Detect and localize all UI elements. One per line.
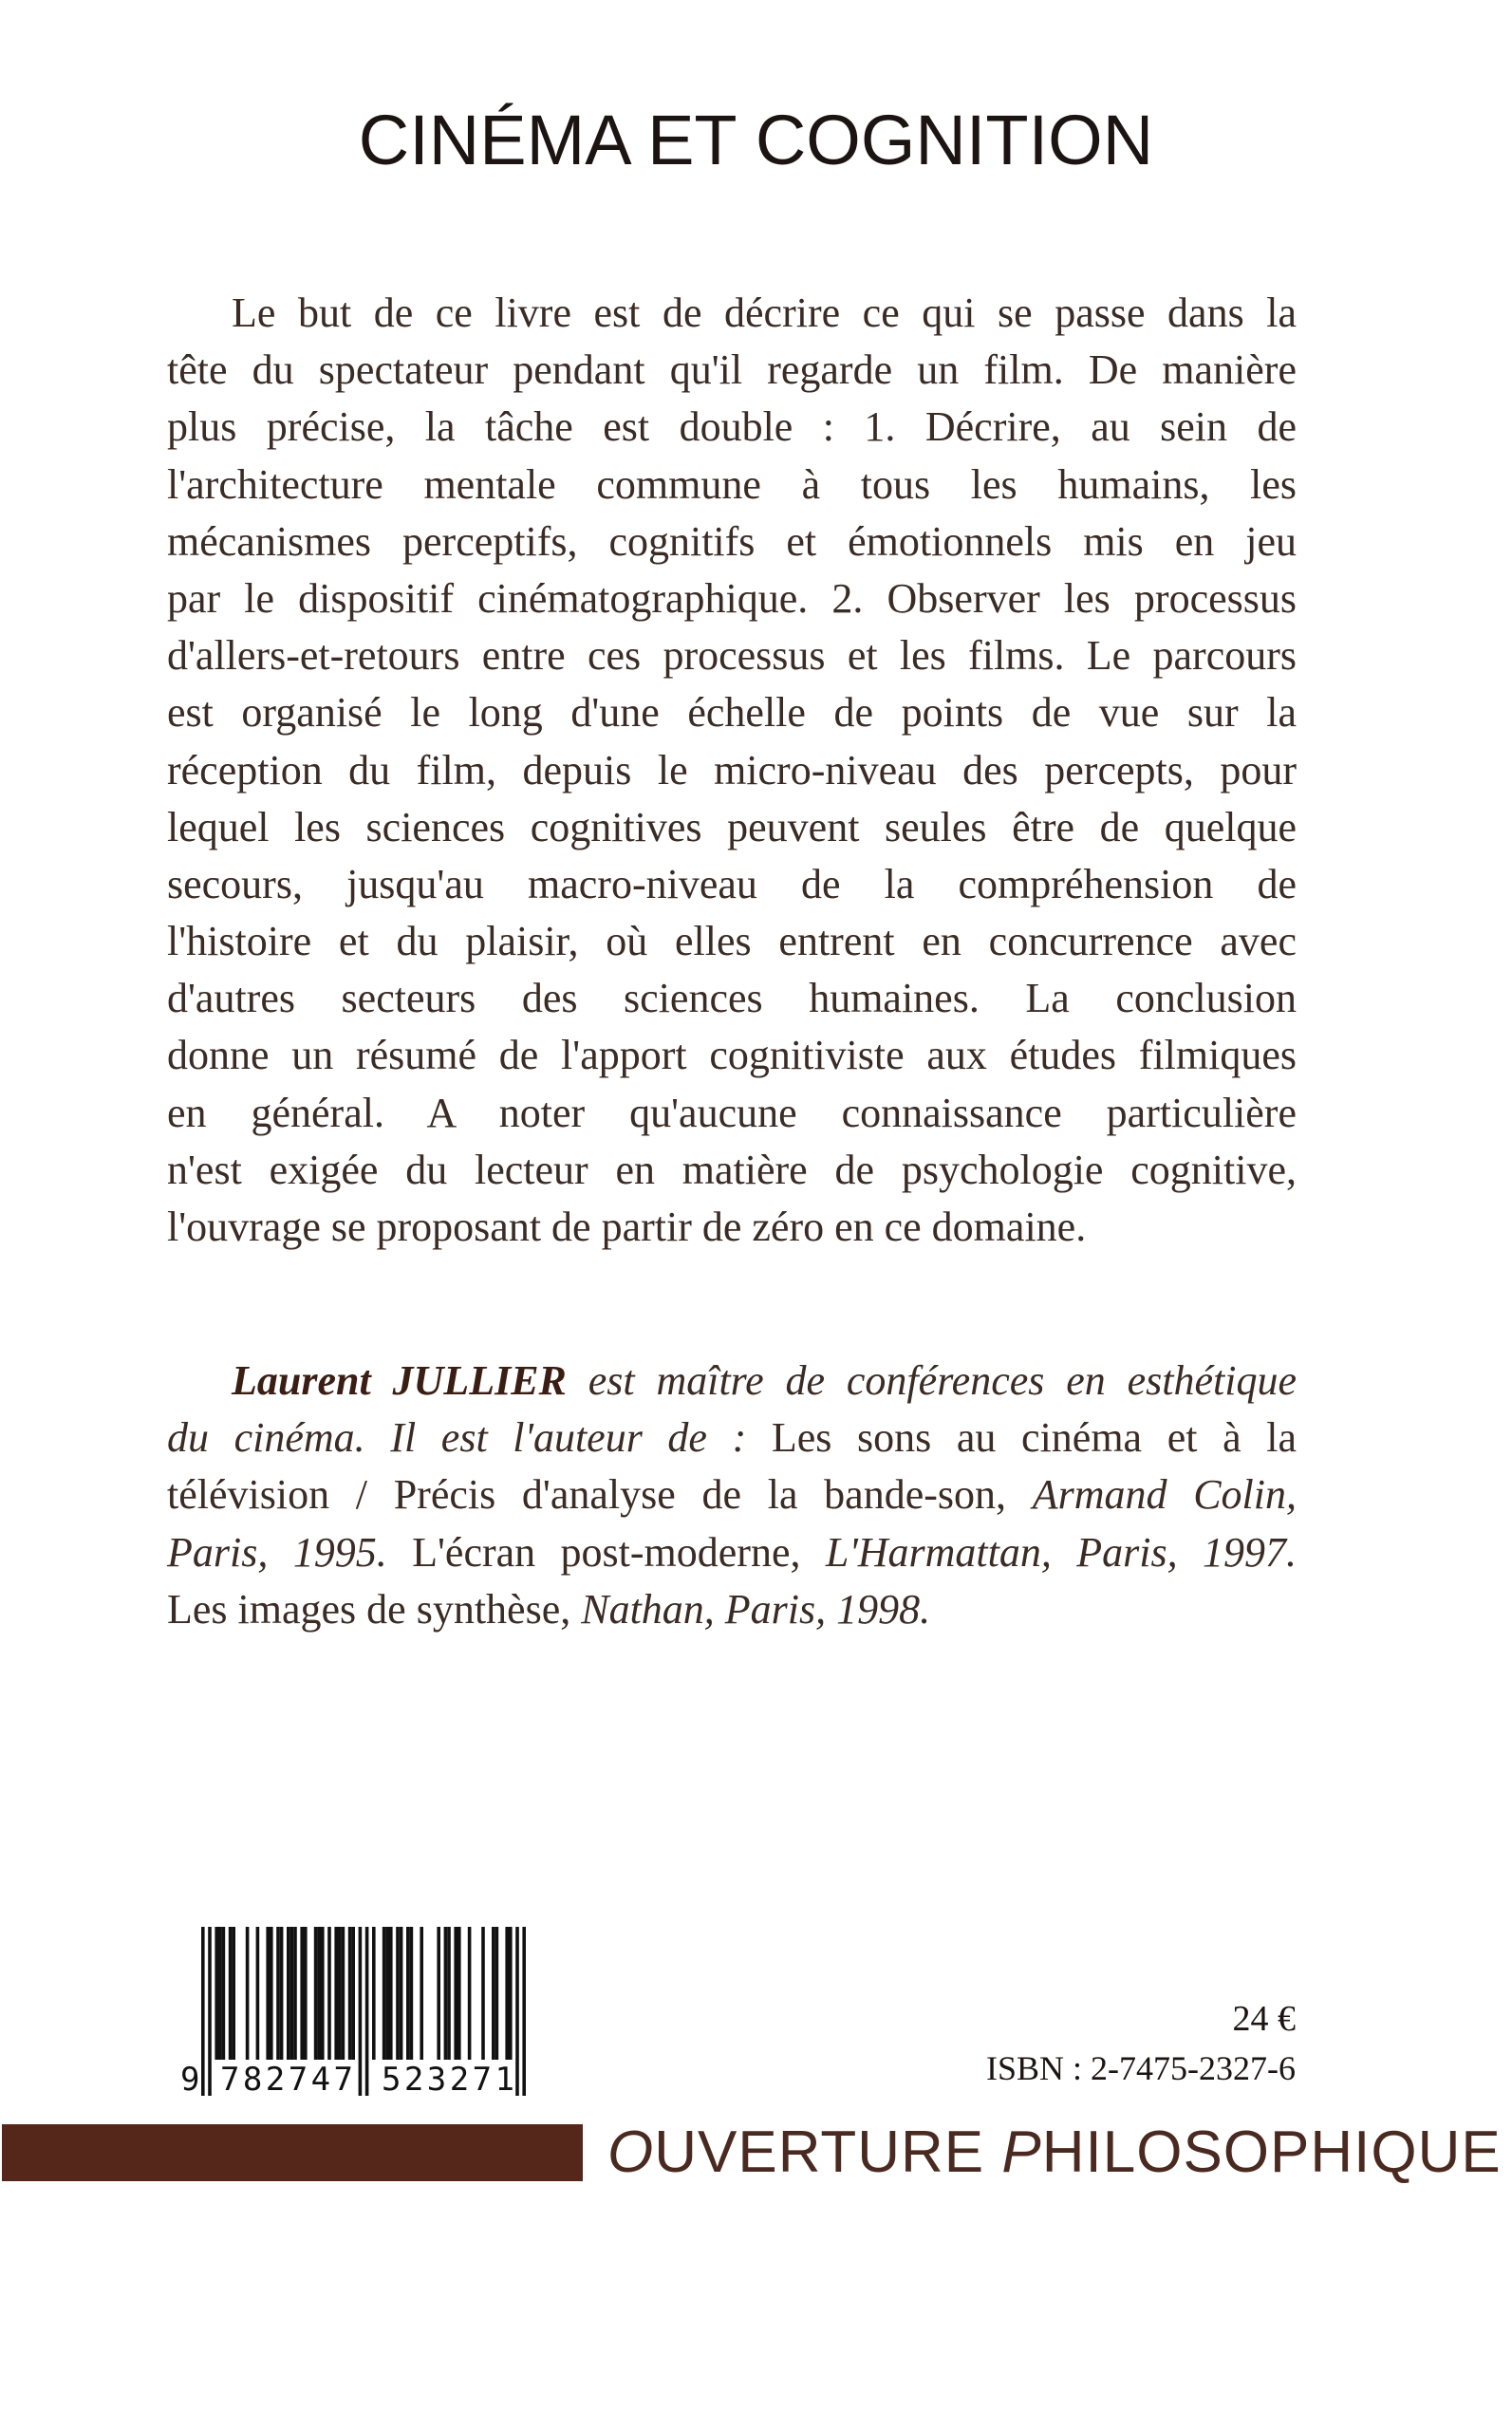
publisher: Armand Colin, [1032, 1471, 1297, 1519]
barcode-bar [396, 1927, 400, 2060]
series-name [607, 2119, 1502, 2186]
barcode-bar [293, 1927, 297, 2060]
barcode-bar [410, 1927, 414, 2060]
barcode-bar [290, 1927, 294, 2060]
isbn: ISBN : 2-7475-2327-6 [986, 2049, 1296, 2087]
summary-line: mécanismes perceptifs, cognitifs et émotionnels mis en jeu [167, 517, 1297, 565]
barcode-bar [314, 1927, 318, 2060]
publisher: Nathan, Paris, 1998. [581, 1585, 931, 1633]
barcode-bar [201, 1927, 205, 2096]
barcode-bar [208, 1927, 212, 2096]
bio-line [167, 1466, 1297, 1523]
barcode-bar [338, 1927, 342, 2060]
author-bio-paragraph [167, 1353, 1297, 1638]
bio-line [167, 1353, 1297, 1410]
barcode-bar [457, 1927, 461, 2060]
summary-line: l'ouvrage se proposant de partir de zéro en ce domaine. [167, 1204, 1087, 1250]
publisher: Paris, 1995. [167, 1528, 387, 1576]
series-word: HILOSOPHIQUE [1041, 2120, 1502, 2185]
barcode-bar [270, 1927, 273, 2060]
summary-line: n'est exigée du lecteur en matière de psychologie cognitive, [167, 1146, 1297, 1193]
summary-paragraph [167, 285, 1297, 1256]
price: 24 € [1232, 1999, 1296, 2039]
barcode-bar [317, 1927, 321, 2060]
barcode-bar [246, 1927, 250, 2060]
barcode [180, 1927, 560, 2098]
barcode-bar [468, 1927, 472, 2060]
barcode-bar [342, 1927, 345, 2060]
barcode-bar [447, 1927, 451, 2060]
book-title-ref: L'écran post-moderne, [386, 1528, 826, 1576]
series-word: UVERTURE [654, 2120, 1002, 2185]
barcode-right-digits: 523271 [382, 2061, 514, 2098]
barcode-bar [372, 1927, 376, 2060]
barcode-bar [437, 1927, 440, 2060]
barcode-bar [389, 1927, 393, 2060]
bio-line [167, 1410, 1297, 1466]
summary-line: tête du spectateur pendant qu'il regarde un film. De manière [167, 346, 1297, 394]
barcode-bar [222, 1927, 226, 2060]
barcode-bar [522, 1927, 526, 2096]
barcode-bar [327, 1927, 331, 2060]
barcode-bar [505, 1927, 509, 2060]
series-color-band [2, 2124, 583, 2181]
summary-line: par le dispositif cinématographique. 2. Observer les processus [167, 574, 1297, 622]
publisher: L'Harmattan, Paris, 1997. [825, 1528, 1297, 1576]
barcode-bar [406, 1927, 410, 2060]
barcode-bar [515, 1927, 519, 2096]
barcode-bar [351, 1927, 355, 2060]
series-initial: P [1001, 2120, 1042, 2185]
bio-line [167, 1524, 1297, 1581]
bio-text: du cinéma. Il est l'auteur de : [167, 1414, 747, 1462]
barcode-bar [287, 1927, 290, 2060]
barcode-bar [218, 1927, 222, 2060]
barcode-bar [334, 1927, 338, 2060]
summary-line: est organisé le long d'une échelle de points de vue sur la [167, 689, 1297, 737]
barcode-first-digit: 9 [180, 2061, 200, 2098]
book-title: CINÉMA ET COGNITION [358, 101, 1154, 179]
summary-line: Le but de ce livre est de décrire ce qui se passe dans la [232, 289, 1297, 336]
summary-line: donne un résumé de l'apport cognitiviste aux études filmiques [167, 1032, 1297, 1079]
summary-line: lequel les sciences cognitives peuvent seules être de quelque [167, 803, 1297, 850]
book-title-ref: Les sons au cinéma et à la [746, 1414, 1297, 1462]
barcode-bar [444, 1927, 448, 2060]
barcode-bar [385, 1927, 389, 2060]
barcode-bar [365, 1927, 369, 2096]
summary-line: l'histoire et du plaisir, où elles entrent en concurrence avec [167, 918, 1297, 965]
series-initial: O [607, 2120, 655, 2185]
barcode-bar [321, 1927, 325, 2060]
barcode-bar [300, 1927, 304, 2060]
barcode-bar [256, 1927, 260, 2060]
barcode-bar [495, 1927, 499, 2060]
author-name: Laurent JULLIER [232, 1357, 567, 1404]
barcode-bar [481, 1927, 485, 2060]
barcode-bar [359, 1927, 363, 2096]
barcode-bar [400, 1927, 403, 2060]
barcode-bar [232, 1927, 235, 2060]
book-title-ref: Les images de synthèse, [167, 1585, 582, 1633]
barcode-bar [276, 1927, 280, 2060]
barcode-bar [215, 1927, 218, 2060]
barcode-bar [280, 1927, 284, 2060]
barcode-bar [509, 1927, 513, 2060]
bio-text: est maître de conférences en esthétique [566, 1357, 1297, 1404]
barcode-bar [266, 1927, 270, 2060]
barcode-bar [229, 1927, 233, 2060]
summary-line: réception du film, depuis le micro-niveau des percepts, pour [167, 746, 1297, 794]
summary-line: secours, jusqu'au macro-niveau de la compréhension de [167, 860, 1297, 907]
barcode-bar [304, 1927, 308, 2060]
barcode-bar [420, 1927, 423, 2060]
summary-line: plus précise, la tâche est double : 1. Décrire, au sein de [167, 403, 1297, 451]
bio-line [167, 1581, 1297, 1638]
book-title-ref: télévision / Précis d'analyse de la bande-son, [167, 1471, 1033, 1519]
barcode-bar [492, 1927, 495, 2060]
barcode-bar [348, 1927, 352, 2060]
barcode-left-digits: 782747 [220, 2061, 353, 2098]
barcode-bar [454, 1927, 457, 2060]
summary-line: en général. A noter qu'aucune connaissance particulière [167, 1089, 1297, 1136]
summary-line: d'allers-et-retours entre ces processus et les films. Le parcours [167, 632, 1297, 680]
summary-line: d'autres secteurs des sciences humaines. La conclusion [167, 975, 1297, 1022]
barcode-bar [383, 1927, 386, 2060]
summary-line: l'architecture mentale commune à tous les humains, les [167, 460, 1297, 508]
